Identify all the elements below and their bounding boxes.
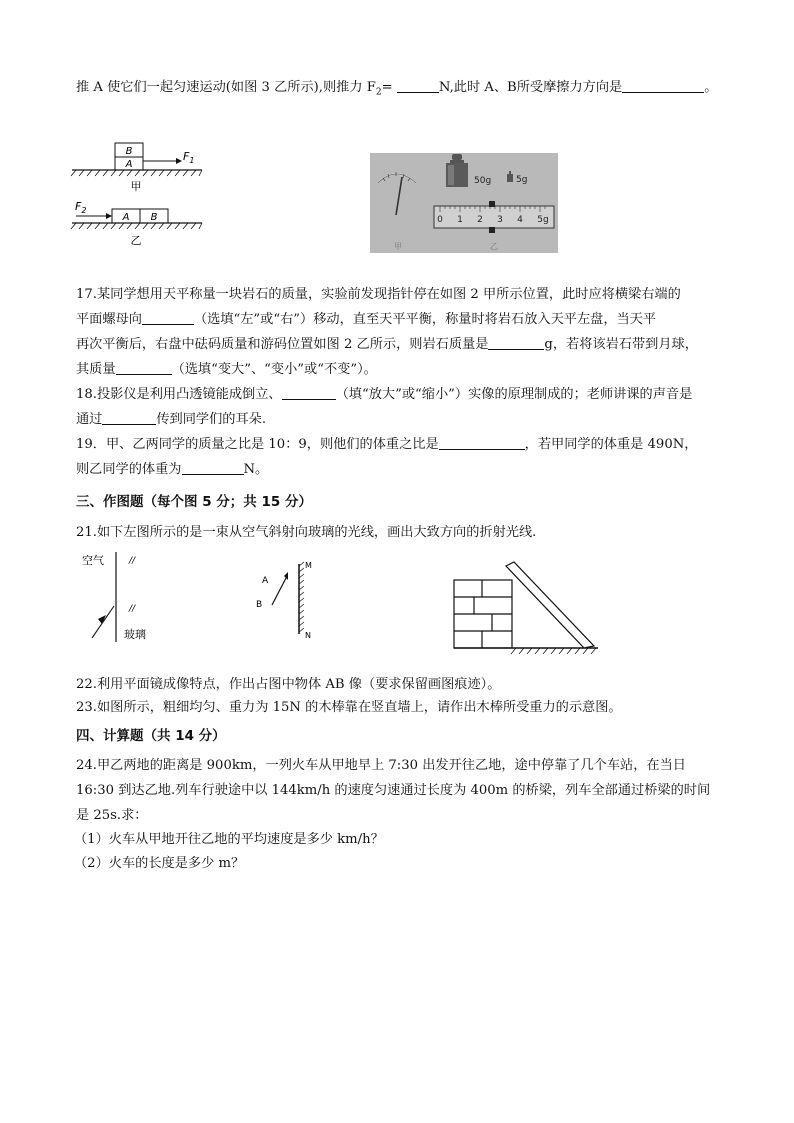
q17-line1: 17.某同学想用天平称量一块岩石的质量，实验前发现指针停在如图 2 甲所示位置，此时应将横梁右端的 [76,287,681,302]
q24-line2: 16:30 到达乙地.列车行驶途中以 144km/h 的速度匀速通过长度为 400m 的桥梁，列车全部通过桥梁的时间 [76,783,711,798]
fig3-force2-label: $F_2$ [75,200,87,215]
fig2-label-yi: 乙 [490,242,498,251]
fig2-label-jia: 甲 [394,242,402,251]
fig-q22-label-b: B [256,600,263,610]
q24-line1: 24.甲乙两地的距离是 900km，一列火车从甲地早上 7:30 出发开往乙地，途中停靠了几个车站，在当日 [76,758,686,773]
fig3-yi-block-b-label: B [150,212,158,223]
fig2-tick-3: 3 [497,215,503,225]
fig-q23-ground-hatch [511,648,596,654]
fig-q21-hatch-top: // [129,556,136,566]
q19-blank-ratio[interactable] [439,437,525,450]
q24-line3: 是 25s.求： [76,808,148,823]
figure-q22-mirror [252,556,322,642]
q19-line1: 19．甲、乙两同学的质量之比是 10：9，则他们的体重之比是 ，若甲同学的体重是 490N， [76,437,698,452]
q17-line4: 其质量 （选填“变大”、“变小”或“不变”）。 [76,362,377,377]
fig3-force1-label: $F_1$ [183,150,195,165]
fig2-tick-0: 0 [437,215,443,225]
fig3-label-jia: 甲 [130,180,142,193]
fig-q23-rod [506,562,594,648]
fig2-weight-5g-label: 5g [516,175,528,185]
q17-blank-mass[interactable] [488,337,544,350]
q18-line2: 通过 传到同学们的耳朵. [76,412,267,427]
fig-q22-label-m: M [305,561,312,570]
fig2-tick-5g: 5g [537,215,549,225]
fig-q22-label-n: N [305,631,311,640]
q16-sub: 2 [375,87,382,98]
fig2-ruler [434,201,554,233]
figure-q21-refraction [78,548,168,644]
q22-text: 22.利用平面镜成像特点，作出占图中物体 AB 像（要求保留画图痕迹）。 [76,677,501,692]
q17-blank-direction[interactable] [142,312,194,325]
fig2-tick-1: 1 [457,215,463,225]
fig2-rider-bottom [489,227,495,233]
q23-text: 23.如图所示，粗细均匀、重力为 15N 的木棒靠在竖直墙上，请作出木棒所受重力的示意图。 [76,700,622,715]
q18-blank-image[interactable] [282,387,336,400]
figure-q23-rod-wall [452,560,602,660]
q18-line1: 18.投影仪是利用凸透镜能成倒立、 （填“放大”或“缩小”）实像的原理制成的；老师讲课的声音是 [76,387,693,402]
fig-q21-glass-label: 玻璃 [124,628,146,641]
q16-blank-direction[interactable] [622,80,704,93]
q19-blank-weight[interactable] [182,462,244,475]
q16-blank-force[interactable] [397,80,439,93]
q16-text-mid2: N,此时 A、B所受摩擦力方向是 [438,80,623,95]
fig3-yi-block-a-label: A [122,212,130,223]
q24-sub2: （2）火车的长度是多少 m？ [74,856,245,871]
figure-2-balance-photo [370,153,558,253]
q18-blank-medium[interactable] [102,412,156,425]
q16-text-end: 。 [704,80,718,95]
q16-text-pre: 推 A 使它们一起匀速运动(如图 3 乙所示),则推力 F [76,80,376,95]
q19-line2: 则乙同学的体重为 N。 [76,462,269,477]
fig2-tick-4: 4 [517,215,523,225]
fig3-block-a-label: A [125,159,133,170]
q17-blank-moon-mass[interactable] [116,362,172,375]
q16-tail-line [76,79,717,102]
fig-q21-incident-ray [92,606,114,638]
q24-sub1: （1）火车从甲地开往乙地的平均速度是多少 km/h？ [74,832,384,847]
q21-text: 21.如下左图所示的是一束从空气斜射向玻璃的光线，画出大致方向的折射光线. [76,525,537,540]
fig-q22-label-a: A [262,576,269,586]
fig2-weight-50g-label: 50g [474,176,492,186]
fig-q21-air-label: 空气 [82,554,104,567]
section-3-title: 三、作图题（每个图 5 分；共 15 分） [76,494,312,510]
fig3-yi [71,200,202,247]
fig2-tick-2: 2 [477,215,483,225]
fig-q21-hatch-bottom: // [129,604,136,614]
fig3-label-yi: 乙 [130,234,142,247]
q17-line2: 平面螺母向 （选填“左”或“右”）移动，直至天平平衡，称量时将岩石放入天平左盘，当天平 [76,312,657,327]
fig3-jia [71,143,202,193]
q16-text-mid1: = [381,80,397,95]
fig3-block-b-label: B [125,146,133,157]
figure-3-blocks [70,138,210,250]
fig-q23-wall [454,580,512,648]
fig-q22-object-ab [272,578,286,605]
fig2-rider-top [489,201,495,207]
q17-line3: 再次平衡后，右盘中砝码质量和游码位置如图 2 乙所示，则岩石质量是 g，若将该岩石带到月球， [76,337,698,352]
section-4-title: 四、计算题（共 14 分） [76,728,226,744]
